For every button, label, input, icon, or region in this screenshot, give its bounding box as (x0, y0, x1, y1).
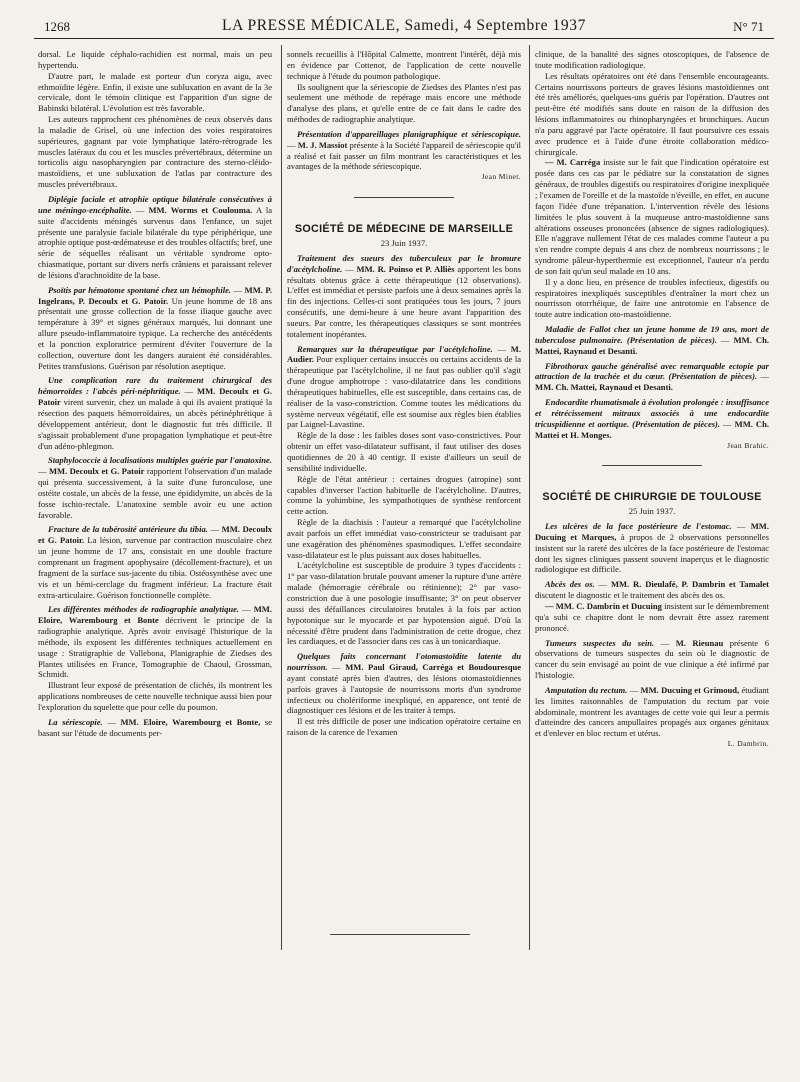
paragraph-text: présente 6 observations de tumeurs suspectes du sein où le diagnostic de cancer du sein envisagé au point de vue clinique a été infirmé par l'histologie. (535, 637, 769, 681)
title-separator: — (594, 579, 611, 590)
paragraph-text: ayant constaté après bien d'autres, des lésions otomastoïdiennes parfois graves à l'autopsie de nourrissons morts d'un syndrome infectieux ou cholériforme inexpliqué, en apparence, ont tenté de diagnostiquer ces lésions et de les traiter à temps. (287, 672, 521, 716)
paragraphs-block (287, 49, 521, 172)
body-paragraph (287, 560, 521, 647)
communication-title: Staphylococcie à localisations multiples guérie par l'anatoxine. (48, 455, 272, 466)
communication-paragraph (535, 324, 769, 357)
title-separator: — (627, 684, 641, 695)
communication-authors: MM. Eloire, Warembourg et Bonte (38, 604, 272, 626)
paragraph-text: étudiant les limites raisonnables de l'amputation du rectum par voie abdominale, montrent les avantages de cette voie qui leur a permis d'atteindre des cancers ampullaires propagés aux organes génitaux et d'enlever en bloc rectum et utérus. (535, 684, 769, 739)
communication-title: Maladie de Fallot chez un jeune homme de 19 ans, mort de tuberculose pulmonaire. (Présentation de pièces). (535, 324, 769, 345)
body-paragraph (535, 601, 769, 634)
title-separator: — (757, 371, 769, 382)
paragraph-text: D'autre part, le malade est porteur d'un coryza aigu, avec ethmoïdite légère. Enfin, il existe une subluxation en avant de la 3e cervicale, dont le témoin clinique est l'apparition d'un signe de Babinski bilatéral. L'évolution est très favorable. (38, 70, 272, 114)
paragraph-text: Pour expliquer certains insuccès ou certains accidents de la thérapeutique par l'acétylcholine, il ne faut pas oublier qu'il s'agit d'une drogue amphotrope : vaso-dilatatrice dans les conditions thérapeutiques habituelles, elle est susceptible, dans certains cas, de réaliser de la vaso-constriction. Comme toutes les médications du système nerveux végétatif, elle est soumise aux règles bien établies par Laignel-Lavastine. (287, 354, 521, 430)
communication-title: Présentation d'appareillages planigraphique et sériescopique. (297, 128, 521, 139)
communication-paragraph (287, 344, 521, 431)
issue-number: N° 71 (733, 19, 764, 34)
paragraph-text: apportent les bons résultats obtenus grâce à cette thérapeutique (12 observations). L'effet est immédiat et persiste parfois une à deux semaines après la fin des injections. Celles-ci sont pratiquées tous les jours, 7 jours consécutifs, une demi-heure à une heure avant l'apparition des sueurs. Par contre, les thérapeutiques classiques se sont montrées totalement inopérantes. (287, 263, 521, 339)
communication-authors: MM. Ch. Mattei et H. Monges. (535, 418, 769, 440)
paragraph-text: L'acétylcholine est susceptible de produire 3 types d'accidents : 1° par vaso-dilatation brutale pouvant amener la rupture d'une artère malade (hémorragie cérébrale ou rétinienne); 2° par vaso-constriction due à une posologie insuffisante; 3° on peut observer aussi des défaillances circulatoires brutales à la fois par action hypotonique sur le myocarde et par hypotension aiguë. D'où la nécessité d'être prudent dans l'administration de cette drogue, chez les cardiaques, et de l'associer dans ces cas à un tonicardiaque. (287, 560, 521, 647)
author-signature: Jean Brahic. (727, 440, 769, 450)
paragraph-text: Un jeune homme de 18 ans présentait une grosse collection de la fosse iliaque gauche avec température à 39° et signes généraux marqués, lui donnant une allure pseudo-inflammatoire typique. La recherche des antécédents et la ponction exploratrice permirent d'éviter l'ouverture de la collection, ouverture dont les dangers auraient été considérables. Petites transfusions. Guérison par résolution aseptique. (38, 295, 272, 371)
communication-authors: M. Rieunau (675, 637, 724, 648)
communication-paragraph (38, 455, 272, 520)
journal-title: LA PRESSE MÉDICALE, Samedi, 4 Septembre 1937 (222, 17, 586, 34)
communication-authors: MM. Eloire, Warembourg et Bonte, (120, 716, 261, 727)
title-separator: — (720, 418, 735, 429)
paragraph-text: dorsal. Le liquide céphalo-rachidien est normal, mais un peu hypertendu. (38, 49, 272, 70)
body-paragraph (287, 716, 521, 738)
paragraph-text: rapportent l'observation d'un malade qui présenta successivement, à la suite d'une furonculose, une ostéite costale, un abcès de la fesse, une épididymite, un abcès de la fosse ischio-rectale. L'anatoxine semble avoir eu une action favorable. (38, 466, 272, 520)
communication-title: Traitement des sueurs des tuberculeux par le bromure d'acétylcholine. (287, 252, 521, 274)
body-paragraph (535, 277, 769, 320)
end-rule (330, 934, 470, 935)
communication-title: Les différentes méthodes de radiographie analytique. (48, 604, 240, 615)
column-1 (38, 49, 272, 738)
title-separator: — (239, 604, 254, 615)
section-date: 25 Juin 1937. (628, 506, 676, 517)
communication-authors: M. Audier. (287, 343, 521, 365)
paragraph-text: insistent sur le démembrement qu'a subi ce chapitre dont le nom devrait être assez rarement prononcé. (535, 600, 769, 633)
communication-title: La sériescopie. (48, 716, 103, 727)
communication-paragraph (38, 375, 272, 451)
title-separator: — (38, 466, 49, 477)
communication-paragraph (38, 194, 272, 281)
body-paragraph (38, 114, 272, 190)
title-separator: — (287, 139, 298, 150)
paragraph-text: Règle de la diachisis : l'auteur a remarqué que l'acétylcholine avait parfois un effet immédiat vaso-constricteur se traduisant par une exagération des phénomènes spasmodiques. L'effet secondaire vaso-dilatateur est le plus puissant aux doses habituelles. (287, 517, 521, 560)
body-paragraph (38, 680, 272, 713)
page-number: 1268 (44, 19, 70, 34)
body-paragraph (535, 71, 769, 158)
communication-paragraph (38, 604, 272, 680)
title-separator: — (731, 521, 751, 532)
section-date: 23 Juin 1937. (380, 237, 428, 248)
communication-title: Quelques faits concernant l'otomastoïdite latente du nourrisson. (287, 651, 521, 673)
paragraph-text: A la suite d'accidents méningés survenus dans l'enfance, un sujet présente une paralysie faciale bilatérale du type périphérique, une atrophie optique post-œdémateuse et des troubles olfactifs; bref, une série de séquelles réalisant un véritable syndrome opto-chiasmatique, portant sur divers nerfs crâniens et paraissant relever de lésions d'arachnoïdite de la base. (38, 204, 272, 280)
communication-paragraph (38, 524, 272, 600)
paragraph-text: Il est très difficile de poser une indication opératoire certaine en raison de la carence de l'examen (287, 716, 521, 738)
communication-paragraph (535, 397, 769, 440)
paragraph-text: Il y a donc lieu, en présence de troubles infectieux, digestifs ou respiratoires inexpliqués susceptibles d'entraîner la mort chez un nourrisson otorrhéique, de faire une antrotomie en l'absence de toute autre indication oto-mastoïdienne. (535, 276, 769, 320)
communication-paragraph (535, 685, 769, 739)
title-separator: — (654, 637, 676, 648)
communication-authors: MM. Decoulx et G. Patoir (48, 466, 145, 477)
paragraph-text: Les résultats opératoires ont été dans l'ensemble encourageants. Certains nourrissons porteurs de graves lésions mastoïdiennes ont été très améliorés, quelques-uns guéris par l'opération. D'autres ont peut-être été modifiés sans doute en raison de la diffusion des lésions inflammatoires ou rhinopharyngées et bronchiques. Aucun n'a paru aggravé par l'acte opératoire. Il faut poursuivre ces essais avec prudence et à l'aide d'une étroite collaboration médico-chirurgicale. (535, 70, 769, 157)
communication-authors: MM. R. Dieulafé, P. Dambrin et Tamalet (610, 579, 769, 590)
communication-paragraph (38, 285, 272, 372)
paragraph-text: décrivent le principe de la radiographie analytique. Après avoir envisagé l'historique de la méthode, ils exposent les différentes techniques actuellement en usage : Stratigraphie de Vallebona, Planigraphie de Ziedses des Plantes utilisées en France, Tomographie de Chaoul, Grossman, Schmidt. (38, 615, 272, 680)
title-separator: — (342, 263, 357, 274)
body-paragraph (38, 71, 272, 114)
section-divider (354, 197, 454, 198)
section-divider (602, 465, 702, 466)
communication-authors: MM. Worms et Coulouma. (148, 204, 253, 215)
paragraph-text: présente à la Société l'appareil de sériescopie qu'il a réalisé et fait passer un film montrant les caractéristiques et les avantages de la méthode sériescopique. (287, 139, 522, 172)
communication-title: Endocardite rhumatismale à évolution prolongée : insuffisance et rétrécissement mitraux associés à une endocardite tricuspidienne et aortique. (Présentation de pièces). (535, 397, 769, 429)
column-3 (535, 49, 769, 750)
communication-paragraph (287, 651, 521, 716)
communication-paragraph (535, 521, 769, 575)
paragraphs-block (535, 49, 769, 441)
communication-authors: — MM. C. Dambrin et Ducuing (545, 600, 662, 611)
communication-authors: — M. Carréga (545, 157, 601, 168)
communication-paragraph (287, 129, 521, 172)
communication-authors: MM. Decoulx et G. Patoir (38, 386, 272, 408)
body-paragraph (535, 49, 769, 71)
paragraphs-block (535, 521, 769, 739)
title-separator: — (327, 662, 346, 673)
communication-authors: MM. Ducuing et Marques, (535, 521, 769, 542)
column-rule (281, 45, 282, 950)
communication-paragraph (38, 717, 272, 739)
communication-paragraph (535, 361, 769, 394)
body-paragraph (287, 82, 521, 125)
paragraph-text: à propos de 2 observations personnelles insistent sur la rareté des ulcères de la face postérieure de l'estomac dont les signes cliniques passent souvent inaperçus et le diagnostic radiologique est difficile. (535, 531, 769, 575)
body-paragraph (535, 157, 769, 276)
title-separator: — (180, 386, 198, 397)
communication-authors: MM. Ducuing et Grimoud, (640, 684, 740, 695)
paragraph-text: Illustrant leur exposé de présentation de clichés, ils montrent les applications nombreuses de cette nouvelle technique aussi bien pour l'exploration du squelette que pour celle du poumon. (38, 680, 272, 712)
body-paragraph (287, 430, 521, 473)
paragraph-text: clinique, de la banalité des signes otoscopiques, de l'absence de toute modification radiologique. (535, 49, 769, 70)
paragraph-text: sonnels recueillis à l'Hôpital Calmette, montrent l'intérêt, déjà mis en évidence par Cottenot, de l'application de cette nouvelle technique à l'étude du poumon pathologique. (287, 49, 521, 81)
communication-authors: MM. Decoulx et G. Patoir. (38, 524, 273, 546)
communication-paragraph (535, 579, 769, 601)
title-separator: — (207, 524, 222, 535)
communication-title: Tumeurs suspectes du sein. (545, 637, 655, 648)
paragraph-text: virent survenir, chez un malade à qui ils avaient pratiqué la résection des paquets hémorroïdaires, un abcès périnéphrétique à développement antérieur, dont le diagnostic fut très difficile. Il s'agissait probablement d'une propagation lymphatique et peut-être d'un adéno-phlegmon. (38, 397, 272, 451)
author-signature: L. Dambrin. (727, 739, 769, 749)
paragraphs-block (287, 253, 521, 738)
body-paragraph (287, 474, 521, 517)
communication-title: Remarques sur la thérapeutique par l'acétylcholine. (297, 343, 493, 354)
communication-title: Abcès des os. (545, 579, 595, 590)
section-title: SOCIÉTÉ DE CHIRURGIE DE TOULOUSE (542, 491, 762, 504)
section-title: SOCIÉTÉ DE MÉDECINE DE MARSEILLE (294, 223, 514, 236)
communication-paragraph (535, 638, 769, 681)
paragraph-text: insiste sur le fait que l'indication opératoire est posée dans ces cas par le pédiatre sur la constatation de signes généraux, de troubles digestifs ou respiratoires d'origine inexpliquée ; l'examen de l'oreille et de la mastoïde n'éveille, en effet, en aucune façon l'idée d'une trépanation. L'intervention révèle des lésions limitées le plus souvent à la muqueuse antro-mastoïdienne sans altérations osseuses prononcées (absence de signes radiologiques). Elle n'aggrave nullement l'état de ces malades comme l'auteur a pu s'en rendre compte depuis 4 ans chez de nombreux nourrissons ; le syndrome pâleur-hyperthermie est exceptionnel, l'auteur n'a perdu de son fait qu'un seul malade en 10 ans. (535, 157, 769, 276)
communication-title: Fracture de la tubérosité antérieure du tibia. (48, 524, 208, 535)
title-separator: — (131, 204, 149, 215)
title-separator: — (492, 343, 511, 354)
body-paragraph (287, 49, 521, 82)
paragraph-text: Règle de la dose : les faibles doses sont vaso-constrictives. Pour obtenir un effet vaso-dilatateur suffisant, il faut utiliser des doses quotidiennes de 20 à 40 centigr. Il existe d'ailleurs un seuil de sensibilité individuelle. (287, 430, 521, 473)
communication-title: Amputation du rectum. (545, 684, 628, 695)
communication-title: Psoïtis par hématome spontané chez un hémophile. (48, 284, 232, 295)
body-paragraph (38, 49, 272, 71)
paragraph-text: La lésion, survenue par contraction musculaire chez un jeune homme de 17 ans, consistait en une double fracture comprenant un fragment apophysaire (décollement-fracture), et un fragment de la surface sus-jacente du tibia. Ostéosynthèse avec une vis et un hémi-cerclage du fragment inférieur. La fracture était extra-articulaire. Guérison fonctionnelle complète. (38, 535, 272, 600)
body-paragraph (287, 517, 521, 560)
page-header (34, 16, 774, 39)
paragraph-text: discutent le diagnostic et le traitement des abcès des os. (535, 590, 725, 601)
communication-authors: M. J. Massiot (297, 139, 348, 150)
title-separator: — (102, 716, 121, 727)
communication-authors: MM. R. Poinso et P. Alliès (356, 263, 455, 274)
paragraph-text: se basant sur l'étude de documents per- (38, 716, 272, 738)
title-separator: — (716, 334, 734, 345)
communication-authors: MM. Ch. Mattei, Raynaud et Desanti. (535, 334, 769, 356)
communication-title: Fibrothorax gauche généralisé avec remarquable ectopie par attraction de la trachée et du cœur. (Présentation de pièces). (535, 360, 769, 382)
title-separator: — (231, 284, 245, 295)
communication-title: Une complication rare du traitement chirurgical des hémorroïdes : l'abcès péri-néphritique. (38, 375, 272, 397)
paragraph-text: Ils soulignent que la sériescopie de Ziedses des Plantes n'est pas seulement une méthode de repérage mais encore une méthode d'analyse des plans, et qu'elle entre de ce fait dans le cadre des méthodes de radiographie analytique. (287, 81, 521, 125)
author-signature: Jean Minet. (481, 172, 521, 182)
communication-authors: MM. P. Ingelrans, P. Decoulx et G. Patoir. (38, 284, 272, 306)
communication-title: Diplégie faciale et atrophie optique bilatérale consécutives à une méningo-encéphalite. (38, 193, 272, 215)
paragraph-text: Les auteurs rapprochent ces phénomènes de ceux observés dans la maladie de Grisel, où une infection des voies respiratoires supérieures, gagnant par voie lymphatique latéro-rétrograde les muscles latéraux du cou et les muscles prévertébraux, détermine un torticolis aigu nasopharyngien par contracture des sterno-cléido-mastoïdiens, et une subluxation de l'atlas par contracture des muscles prévertébraux. (38, 114, 272, 190)
column-rule (529, 45, 530, 950)
communication-paragraph (287, 253, 521, 340)
column-2 (287, 49, 521, 738)
communication-title: Les ulcères de la face postérieure de l'estomac. (545, 521, 732, 532)
communication-authors: MM. Paul Giraud, Carréga et Boudouresque (345, 662, 522, 673)
communication-authors: MM. Ch. Mattei, Raynaud et Desanti. (535, 382, 673, 393)
paragraph-text: Règle de l'état antérieur : certaines drogues (atropine) sont capables d'inverser l'action habituelle de l'acétylcholine. D'autres, comme la yohimbine, les sympathotiques de synthèse renforcent cette action. (287, 473, 521, 517)
